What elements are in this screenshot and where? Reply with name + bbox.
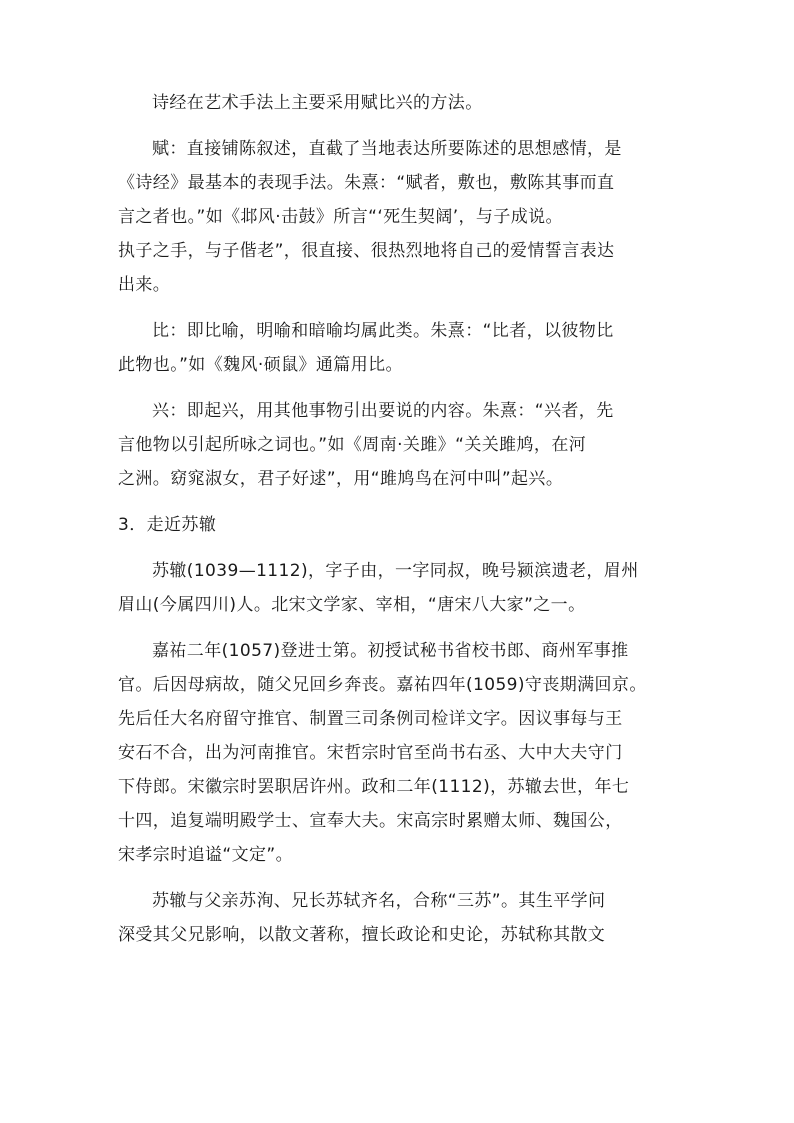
text-line: 出来。 xyxy=(118,275,171,295)
text-line: 安石不合，出为河南推官。宋哲宗时官至尚书右丞、大中大夫守门 xyxy=(118,743,623,763)
paragraph xyxy=(118,634,688,872)
document-body xyxy=(118,86,688,964)
text-line: 赋：直接铺陈叙述，直截了当地表达所要陈述的思想感情，是 xyxy=(152,139,622,159)
text-line: 官。后因母病故，随父兄回乡奔丧。嘉祐四年(1059)守丧期满回京。 xyxy=(118,675,647,695)
paragraph xyxy=(118,554,688,622)
text-line: 言他物以引起所咏之词也。”如《周南·关雎》“关关雎鸠，在河 xyxy=(118,435,587,455)
paragraph xyxy=(118,884,688,952)
text-line: 言之者也。”如《邶风·击鼓》所言“‘死生契阔’，与子成说。 xyxy=(118,207,563,227)
text-line: 十四，追复端明殿学士、宣奉大夫。宋高宗时累赠太师、魏国公， xyxy=(118,811,623,831)
text-line: 宋孝宗时追谥“文定”。 xyxy=(118,845,294,865)
paragraph xyxy=(118,394,688,496)
paragraph xyxy=(118,314,688,382)
text-line: 3．走近苏辙 xyxy=(118,515,217,535)
paragraph xyxy=(118,132,688,302)
text-line: 《诗经》最基本的表现手法。朱熹：“赋者，敷也，敷陈其事而直 xyxy=(118,173,615,193)
text-line: 眉山(今属四川)人。北宋文学家、宰相，“唐宋八大家”之一。 xyxy=(118,595,586,615)
text-line: 比：即比喻，明喻和暗喻均属此类。朱熹：“比者，以彼物比 xyxy=(152,321,614,341)
text-line: 苏辙(1039—1112)，字子由，一字同叔，晚号颍滨遗老，眉州 xyxy=(152,561,639,581)
section-heading xyxy=(118,508,688,542)
text-line: 深受其父兄影响，以散文著称，擅长政论和史论，苏轼称其散文 xyxy=(118,925,606,945)
text-line: 之洲。窈窕淑女，君子好逑”，用“雎鸠鸟在河中叫”起兴。 xyxy=(118,469,564,489)
text-line: 诗经在艺术手法上主要采用赋比兴的方法。 xyxy=(152,93,483,113)
text-line: 兴：即起兴，用其他事物引出要说的内容。朱熹：“兴者，先 xyxy=(152,401,614,421)
text-line: 执子之手，与子偕老”，很直接、很热烈地将自己的爱情誓言表达 xyxy=(118,241,615,261)
paragraph xyxy=(118,86,688,120)
text-line: 下侍郎。宋徽宗时罢职居许州。政和二年(1112)，苏辙去世，年七 xyxy=(118,777,630,797)
text-line: 苏辙与父亲苏洵、兄长苏轼齐名，合称“三苏”。其生平学问 xyxy=(152,891,606,911)
text-line: 此物也。”如《魏风·硕鼠》通篇用比。 xyxy=(118,355,403,375)
text-line: 先后任大名府留守推官、制置三司条例司检详文字。因议事每与王 xyxy=(118,709,623,729)
text-line: 嘉祐二年(1057)登进士第。初授试秘书省校书郎、商州军事推 xyxy=(152,641,629,661)
